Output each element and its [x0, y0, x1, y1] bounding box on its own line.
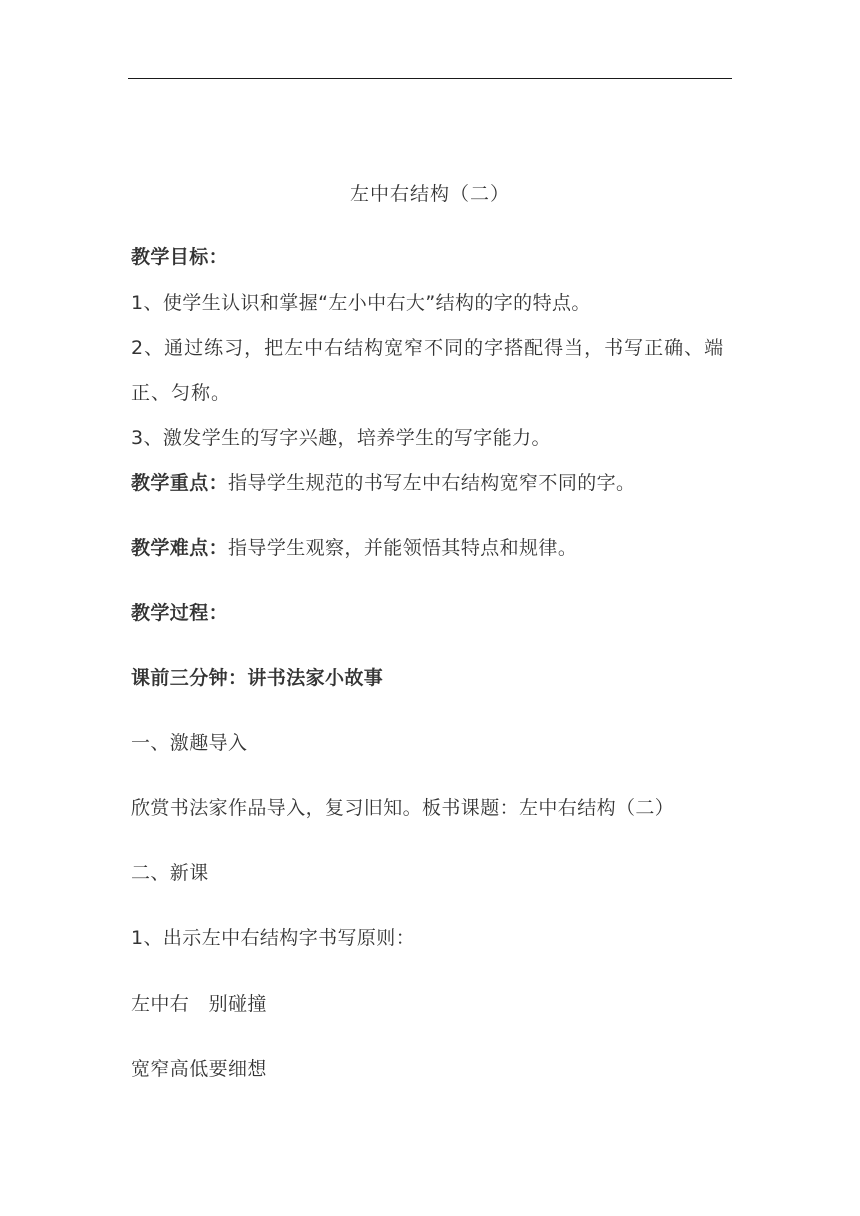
- header-rule: [128, 78, 732, 79]
- key-point: [131, 469, 731, 497]
- process-heading: 教学过程：: [131, 602, 229, 624]
- rule-line-1: 左中右 别碰撞: [131, 993, 267, 1015]
- key-point-text: 指导学生规范的书写左中右结构宽窄不同的字。: [228, 472, 636, 494]
- difficulty-label: 教学难点：: [131, 537, 229, 559]
- objective-item-1: 1、使学生认识和掌握“左小中右大”结构的字的特点。: [131, 292, 591, 314]
- section-1-text: 欣赏书法家作品导入，复习旧知。板书课题：左中右结构（二）: [131, 797, 675, 819]
- section-2-item-1: 1、出示左中右结构字书写原则：: [131, 927, 416, 949]
- warmup-line: 课前三分钟：讲书法家小故事: [131, 667, 384, 689]
- objectives-heading: 教学目标：: [131, 246, 229, 268]
- objective-item-3: 3、激发学生的写字兴趣，培养学生的写字能力。: [131, 427, 551, 449]
- section-1-heading: 一、激趣导入: [131, 732, 248, 754]
- document-title: 左中右结构（二）: [349, 183, 510, 205]
- section-2-heading: 二、新课: [131, 862, 209, 884]
- objective-item-2: 2、通过练习，把左中右结构宽窄不同的字搭配得当，书写正确、端正、匀称。: [131, 337, 725, 404]
- key-point-label: 教学重点：: [131, 472, 229, 494]
- rule-line-2: 宽窄高低要细想: [131, 1058, 267, 1080]
- difficulty-text: 指导学生观察，并能领悟其特点和规律。: [228, 537, 578, 559]
- difficulty: [131, 534, 731, 562]
